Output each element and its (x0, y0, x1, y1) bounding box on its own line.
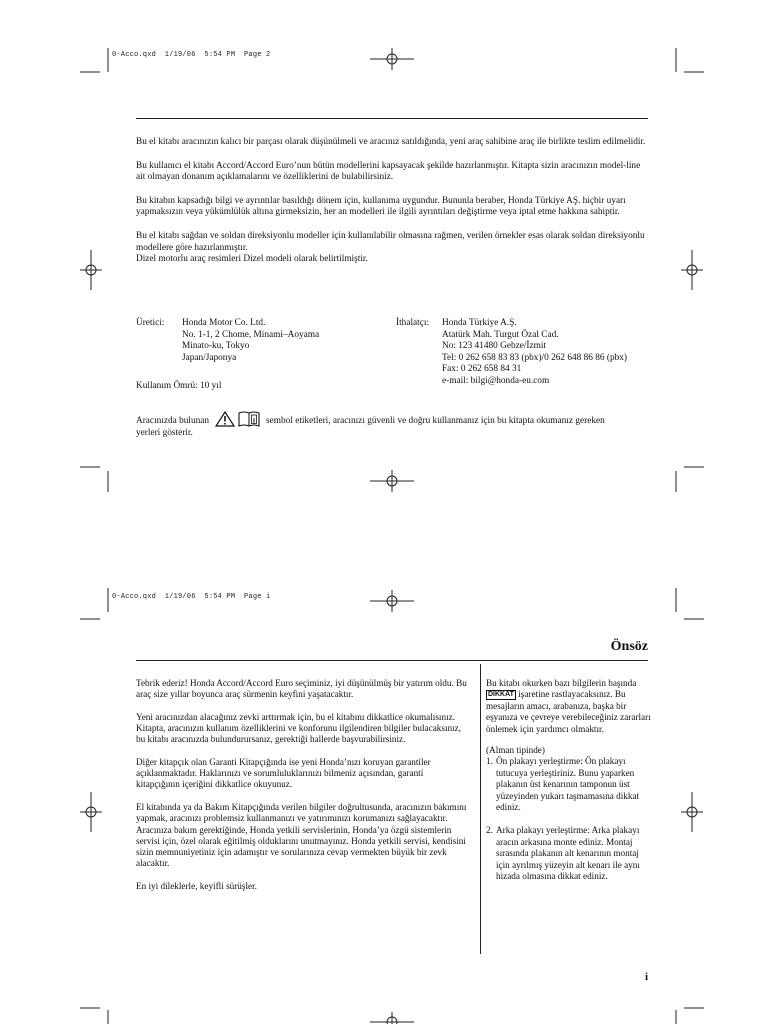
manufacturer-label: Üretici: (136, 318, 165, 328)
registration-mark (370, 590, 414, 612)
address-line: Honda Türkiye A.Ş. (442, 318, 517, 328)
page1-slug: 0-Acco.qxd 1/19/06 5:54 PM Page i (112, 593, 271, 601)
page2-slug: 0-Acco.qxd 1/19/06 5:54 PM Page 2 (112, 51, 271, 59)
lifetime-text: Kullanım Ömrü: 10 yıl (136, 381, 222, 391)
intro-paragraph: Bu el kitabı sağdan ve soldan direksiyonlu modeller için kullanılabilir olmasına rağmen, verilen örnekler esas olarak soldan direksiyonlu modellere göre hazırlanmıştır. (136, 230, 645, 253)
list-number: 1. (486, 756, 493, 767)
registration-mark (370, 470, 414, 492)
importer-label: İthalatçı: (396, 318, 430, 328)
registration-mark (80, 792, 102, 832)
dikkat-badge: DİKKAT (488, 691, 514, 699)
body-paragraph: En iyi dileklerle, keyifli sürüşler. (136, 880, 257, 891)
page1-title-rule (136, 660, 648, 661)
page2-intro (136, 137, 648, 266)
left-column (136, 678, 469, 904)
address-line: e-mail: bilgi@honda-eu.com (442, 375, 550, 386)
instruction-list (486, 756, 652, 882)
example-label: (Alman tipinde) (486, 745, 545, 756)
intro-paragraph: Dizel motorlu araç resimleri Dizel modeli olarak belirtilmiştir. (136, 254, 368, 265)
list-item (486, 825, 652, 882)
address-line: Fax: 0 262 658 84 31 (442, 364, 522, 375)
address-line: Honda Motor Co. Ltd. (182, 318, 266, 328)
list-number: 2. (486, 825, 493, 836)
page-number: i (644, 971, 648, 983)
symbol-line2: yerleri gösterir. (136, 427, 193, 438)
registration-mark (370, 1012, 414, 1024)
right-column (486, 678, 652, 883)
address-line: Atatürk Mah. Turgut Özal Cad. (442, 329, 559, 340)
symbol-suffix: sembol etiketleri, aracınızı güvenli ve doğru kullanmanız için bu kitapta okumanız gereken (266, 416, 605, 426)
symbol-note (136, 411, 648, 439)
intro-paragraph: Bu kullanıcı el kitabı Accord/Accord Euro’nun bütün modellerini kapsayacak şekilde hazırlanmıştır. Kitapta sizin aracınızın model-line ait olmayan donanım açıklamalarını ve özelliklerini de bulabilirsiniz. (136, 160, 641, 183)
notice-intro-before: Bu kitabı okurken bazı bilgilerin başında (486, 678, 637, 688)
body-paragraph: Diğer kitapçık olan Garanti Kitapçığında ise yeni Honda’nızı koruyan garantiler açıklanmaktadır. Haklarınızı ve sorumluluklarınızı bilmeniz açısından, garanti kitapçığının içeriğini dikkatlice okuyunuz. (136, 757, 431, 790)
address-line: No. 1-1, 2 Chome, Minami–Aoyama (182, 329, 320, 340)
importer-address (442, 318, 652, 388)
body-paragraph: Tebrik ederiz! Honda Accord/Accord Euro seçiminiz, iyi düşünülmüş bir yatırım oldu. Bu araç size yıllar boyunca araç sürmenin keyfini yaşatacaktır. (136, 678, 467, 700)
list-text: Ön plakayı yerleştirme: Ön plakayı tutucuya yerleştiriniz. Bunu yaparken plakanın üst kenarının tamponun üst yüzeyinden yukarı taşmamasına dikkat ediniz. (496, 756, 640, 813)
warning-triangle-icon (215, 411, 235, 427)
registration-mark (370, 48, 414, 70)
body-paragraph: Yeni aracınızdan alacağınız zevki arttırmak için, bu el kitabını dikkatlice okumalısınız. Kitapta, aracınızın kullanım özelliklerini ve konforunu ilgilendiren bilgiler bulacaksınız, bu kitabı aracınızda bulundurursanız, gerektiği hallerde başvurabilirsiniz. (136, 711, 462, 745)
intro-paragraph: Bu el kitabı aracınızın kalıcı bir parçası olarak düşünülmeli ve aracınız satıldığında, yeni araç sahibine araç ile birlikte teslim edilmelidir. (136, 137, 646, 147)
svg-text:i: i (252, 416, 255, 425)
registration-mark (681, 250, 703, 290)
list-text: Arka plakayı yerleştirme: Arka plakayı aracın arkasına monte ediniz. Montaj sırasında plakanın alt kenarının montaj için ayrılmış yüzeyin alt kenarı ile aynı hizada olmasına dikkat ediniz. (496, 825, 640, 882)
book-info-icon (238, 411, 260, 427)
column-divider (480, 664, 481, 954)
registration-mark (681, 792, 703, 832)
address-line: Japan/Japonya (182, 352, 237, 363)
symbol-prefix: Aracınızda bulunan (136, 416, 210, 426)
intro-paragraph: Bu kitabın kapsadığı bilgi ve ayrıntılar basıldığı dönem için, kullanıma uygundur. Bununla beraber, Honda Türkiye AŞ. hiçbir uyarı yapmaksızın veya yükümlülük altına girmeksizin, her an modelleri ile ilgili ayrıntıları değiştirme veya iptal etme hakkına sahiptir. (136, 195, 626, 218)
list-item (486, 756, 652, 813)
address-line: Minato-ku, Tokyo (182, 341, 250, 352)
notice-intro-after: işaretine rastlayacaksınız. Bu mesajların amacı, arabanıza, başka bir eşyanıza ve çevreye verebileceğiniz zararları önlemek için yardımcı olmaktır. (486, 689, 651, 734)
address-line: No: 123 41480 Gebze/İzmit (442, 341, 547, 352)
page-title: Önsöz (610, 639, 648, 654)
body-paragraph: El kitabında ya da Bakım Kitapçığında verilen bilgiler doğrultusunda, aracınızın bakımını yapmak, aracınızı problemsiz kullanmanızı ve yatırımınızı korumanızı sağlayacaktır. Aracınıza bakım gerektiğinde, Honda yetkili servislerinin, Honda’ya özgü sistemlerin servisi için, özel olarak eğitilmiş olduklarını unutmayınız. Honda yetkili servisi, kendisini sizin memnuniyetiniz için adamıştır ve sorularınıza cevap vermekten büyük bir zevk alacaktır. (136, 802, 467, 869)
registration-mark (80, 250, 102, 290)
manufacturer-address (182, 318, 382, 364)
page2-top-rule (136, 118, 648, 119)
address-line: Tel: 0 262 658 83 83 (pbx)/0 262 648 86 86 (pbx) (442, 352, 628, 363)
